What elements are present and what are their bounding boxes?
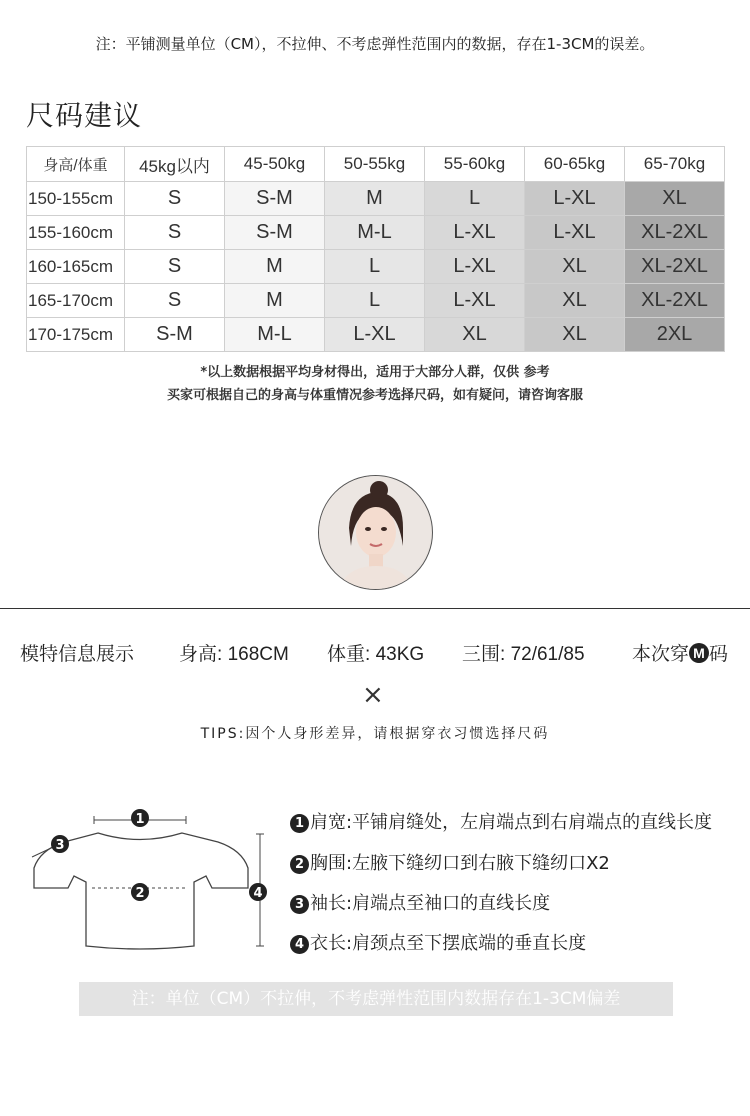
measurement-number: 1 bbox=[290, 814, 309, 833]
table-cell: L-XL bbox=[525, 216, 625, 250]
table-cell: XL bbox=[525, 318, 625, 352]
table-row-header: 165-170cm bbox=[27, 284, 125, 318]
table-cell: S bbox=[125, 182, 225, 216]
table-cell: XL-2XL bbox=[625, 284, 725, 318]
table-header-cell: 60-65kg bbox=[525, 147, 625, 182]
table-footnote: *以上数据根据平均身材得出，适用于大部分人群，仅供 参考 bbox=[200, 365, 550, 380]
table-row bbox=[27, 182, 725, 216]
model-portrait-icon bbox=[319, 476, 432, 589]
size-title: 尺码建议 bbox=[26, 99, 143, 132]
table-row-header: 160-165cm bbox=[27, 250, 125, 284]
table-cell: S bbox=[125, 250, 225, 284]
close-icon: × bbox=[362, 680, 384, 710]
table-header-cell: 45kg以内 bbox=[125, 147, 225, 182]
table-cell: S-M bbox=[125, 318, 225, 352]
table-row-header: 150-155cm bbox=[27, 182, 125, 216]
model-wearing-size bbox=[632, 639, 728, 666]
table-cell: L-XL bbox=[425, 216, 525, 250]
model-avatar bbox=[318, 475, 433, 590]
table-header-cell: 55-60kg bbox=[425, 147, 525, 182]
measurement-item bbox=[290, 808, 712, 834]
model-weight bbox=[327, 639, 424, 666]
table-row bbox=[27, 250, 725, 284]
table-cell: S bbox=[125, 216, 225, 250]
table-header-cell: 50-55kg bbox=[325, 147, 425, 182]
table-cell: L-XL bbox=[425, 284, 525, 318]
model-weight-label: 体重: bbox=[327, 644, 371, 665]
marker-4-label: 4 bbox=[253, 886, 263, 901]
table-cell: S-M bbox=[225, 216, 325, 250]
size-table bbox=[26, 146, 725, 352]
table-cell: L bbox=[325, 250, 425, 284]
model-height bbox=[179, 639, 289, 666]
table-row-header: 170-175cm bbox=[27, 318, 125, 352]
table-row bbox=[27, 216, 725, 250]
measurement-text: 胸围:左腋下缝纫口到右腋下缝纫口X2 bbox=[310, 853, 610, 874]
table-cell: XL-2XL bbox=[625, 216, 725, 250]
table-header-cell: 身高/体重 bbox=[27, 147, 125, 182]
table-cell: S-M bbox=[225, 182, 325, 216]
bottom-note: 注：单位（CM）不拉伸，不考虑弹性范围内数据存在1-3CM偏差 bbox=[79, 982, 673, 1016]
model-measurements bbox=[462, 639, 585, 666]
table-cell: L bbox=[325, 284, 425, 318]
measurement-item bbox=[290, 849, 610, 875]
table-footnote: 买家可根据自己的身高与体重情况参考选择尺码，如有疑问，请咨询客服 bbox=[166, 388, 583, 403]
table-row bbox=[27, 284, 725, 318]
measurement-number: 2 bbox=[290, 855, 309, 874]
table-cell: L bbox=[425, 182, 525, 216]
measurement-item bbox=[290, 929, 586, 955]
measurement-text: 衣长:肩颈点至下摆底端的垂直长度 bbox=[310, 933, 587, 954]
measurement-number: 3 bbox=[290, 895, 309, 914]
table-cell: 2XL bbox=[625, 318, 725, 352]
marker-3-label: 3 bbox=[55, 838, 65, 853]
tips-text: TIPS:因个人身形差异，请根据穿衣习惯选择尺码 bbox=[200, 726, 550, 742]
marker-2-label: 2 bbox=[135, 886, 145, 901]
table-cell: M bbox=[225, 284, 325, 318]
table-header-cell: 45-50kg bbox=[225, 147, 325, 182]
wearing-prefix: 本次穿 bbox=[632, 644, 690, 665]
table-cell: M-L bbox=[325, 216, 425, 250]
table-row bbox=[27, 318, 725, 352]
table-cell: XL-2XL bbox=[625, 250, 725, 284]
measurement-text: 袖长:肩端点至袖口的直线长度 bbox=[310, 893, 551, 914]
table-cell: XL bbox=[525, 250, 625, 284]
table-cell: XL bbox=[625, 182, 725, 216]
measurement-number: 4 bbox=[290, 935, 309, 954]
table-cell: M bbox=[225, 250, 325, 284]
garment-diagram bbox=[28, 800, 268, 960]
table-cell: XL bbox=[525, 284, 625, 318]
model-bust-label: 三围: bbox=[462, 644, 506, 665]
wearing-suffix: 码 bbox=[709, 644, 729, 665]
table-header-cell: 65-70kg bbox=[625, 147, 725, 182]
measurement-text: 肩宽:平铺肩缝处，左肩端点到右肩端点的直线长度 bbox=[310, 812, 713, 833]
table-cell: L-XL bbox=[525, 182, 625, 216]
section-divider bbox=[0, 608, 750, 609]
table-header-row bbox=[27, 147, 725, 182]
table-cell: L-XL bbox=[325, 318, 425, 352]
top-note: 注：平铺测量单位（CM），不拉伸、不考虑弹性范围内的数据，存在1-3CM的误差。 bbox=[95, 35, 655, 53]
model-height-value: 168CM bbox=[227, 644, 289, 665]
marker-1-label: 1 bbox=[135, 812, 145, 827]
model-info-label: 模特信息展示 bbox=[20, 644, 135, 665]
table-cell: XL bbox=[425, 318, 525, 352]
measurement-item bbox=[290, 889, 550, 915]
wearing-size-badge: M bbox=[689, 643, 709, 663]
table-cell: L-XL bbox=[425, 250, 525, 284]
model-height-label: 身高: bbox=[179, 644, 223, 665]
model-weight-value: 43KG bbox=[375, 644, 425, 665]
model-bust-value: 72/61/85 bbox=[510, 644, 585, 665]
table-cell: M-L bbox=[225, 318, 325, 352]
table-cell: M bbox=[325, 182, 425, 216]
table-cell: S bbox=[125, 284, 225, 318]
table-row-header: 155-160cm bbox=[27, 216, 125, 250]
